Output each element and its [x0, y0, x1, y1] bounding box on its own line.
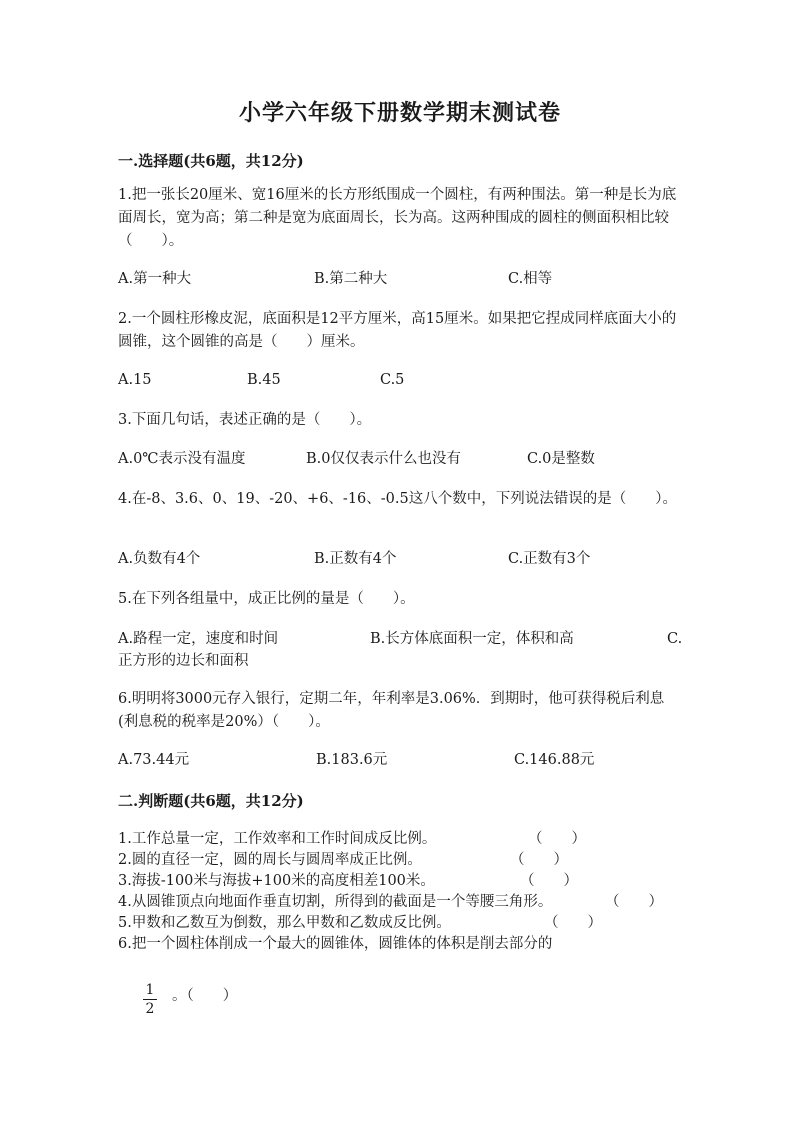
q6-option-c: C.146.88元 — [514, 752, 595, 768]
q4-option-c: C.正数有3个 — [508, 551, 591, 567]
q5-option-c-text: 正方形的边长和面积 — [118, 653, 249, 669]
fraction-bar — [143, 999, 157, 1000]
judge-answer-4[interactable]: （ ） — [605, 894, 663, 910]
judge-item-6: 6.把一个圆柱体削成一个最大的圆锥体，圆锥体的体积是削去部分的 — [118, 936, 553, 952]
question-5: 5.在下列各组量中，成正比例的量是（ ）。 — [118, 591, 415, 607]
q1-option-b: B.第二种大 — [314, 271, 388, 287]
q4-option-a: A.负数有4个 — [118, 551, 201, 567]
judge-item-2: 2.圆的直径一定，圆的周长与圆周率成正比例。 — [118, 852, 422, 868]
fraction-denominator: 2 — [145, 1001, 155, 1017]
judge-item-3: 3.海拔-100米与海拔+100米的高度相差100米。 — [118, 873, 435, 889]
question-3: 3.下面几句话，表述正确的是（ ）。 — [118, 412, 372, 428]
section-heading-choice: 一.选择题(共6题，共12分) — [118, 152, 304, 170]
q2-option-c: C.5 — [380, 372, 405, 388]
q5-option-a: A.路程一定，速度和时间 — [118, 631, 279, 647]
q3-option-a: A.0℃表示没有温度 — [118, 451, 246, 467]
q3-option-b: B.0仅仅表示什么也没有 — [306, 451, 461, 467]
judge-item-4: 4.从圆锥顶点向地面作垂直切割，所得到的截面是一个等腰三角形。 — [118, 894, 553, 910]
q6-option-b: B.183.6元 — [316, 752, 388, 768]
section-heading-judge: 二.判断题(共6题，共12分) — [118, 792, 304, 810]
q2-option-b: B.45 — [247, 372, 281, 388]
q2-option-a: A.15 — [118, 372, 152, 388]
q3-option-c: C.0是整数 — [527, 451, 595, 467]
judge-item-1: 1.工作总量一定，工作效率和工作时间成反比例。 — [118, 831, 437, 847]
q6-option-a: A.73.44元 — [118, 752, 190, 768]
judge-answer-1[interactable]: （ ） — [528, 831, 586, 847]
judge-answer-2[interactable]: （ ） — [510, 852, 568, 868]
fraction-numerator: 1 — [145, 982, 155, 998]
question-2: 2.一个圆柱形橡皮泥，底面积是12平方厘米，高15厘米。如果把它捏成同样底面大小的圆锥，这个圆锥的高是（ ）厘米。 — [118, 311, 677, 350]
q1-option-c: C.相等 — [508, 271, 553, 287]
question-6: 6.明明将3000元存入银行，定期二年，年利率是3.06%．到期时，他可获得税后利息(利息税的税率是20%）（ ）。 — [118, 691, 665, 730]
judge-answer-6[interactable]: 。（ ） — [172, 988, 238, 1004]
judge-answer-3[interactable]: （ ） — [520, 873, 578, 889]
question-1: 1.把一张长20厘米、宽16厘米的长方形纸围成一个圆柱，有两种围法。第一种是长为底面周长，宽为高；第二种是宽为底面周长，长为高。这两种围成的圆柱的侧面积相比较（ ）。 — [118, 187, 677, 249]
question-4: 4.在-8、3.6、0、19、-20、+6、-16、-0.5这八个数中，下列说法错误的是（ ）。 — [118, 491, 677, 507]
q1-option-a: A.第一种大 — [118, 271, 192, 287]
fraction-one-half — [143, 982, 157, 1017]
judge-answer-5[interactable]: （ ） — [544, 915, 602, 931]
judge-item-5: 5.甲数和乙数互为倒数，那么甲数和乙数成反比例。 — [118, 915, 451, 931]
q5-option-c-label: C. — [667, 631, 683, 647]
page-title: 小学六年级下册数学期末测试卷 — [238, 100, 561, 126]
q5-option-b: B.长方体底面积一定，体积和高 — [370, 631, 574, 647]
q4-option-b: B.正数有4个 — [314, 551, 397, 567]
